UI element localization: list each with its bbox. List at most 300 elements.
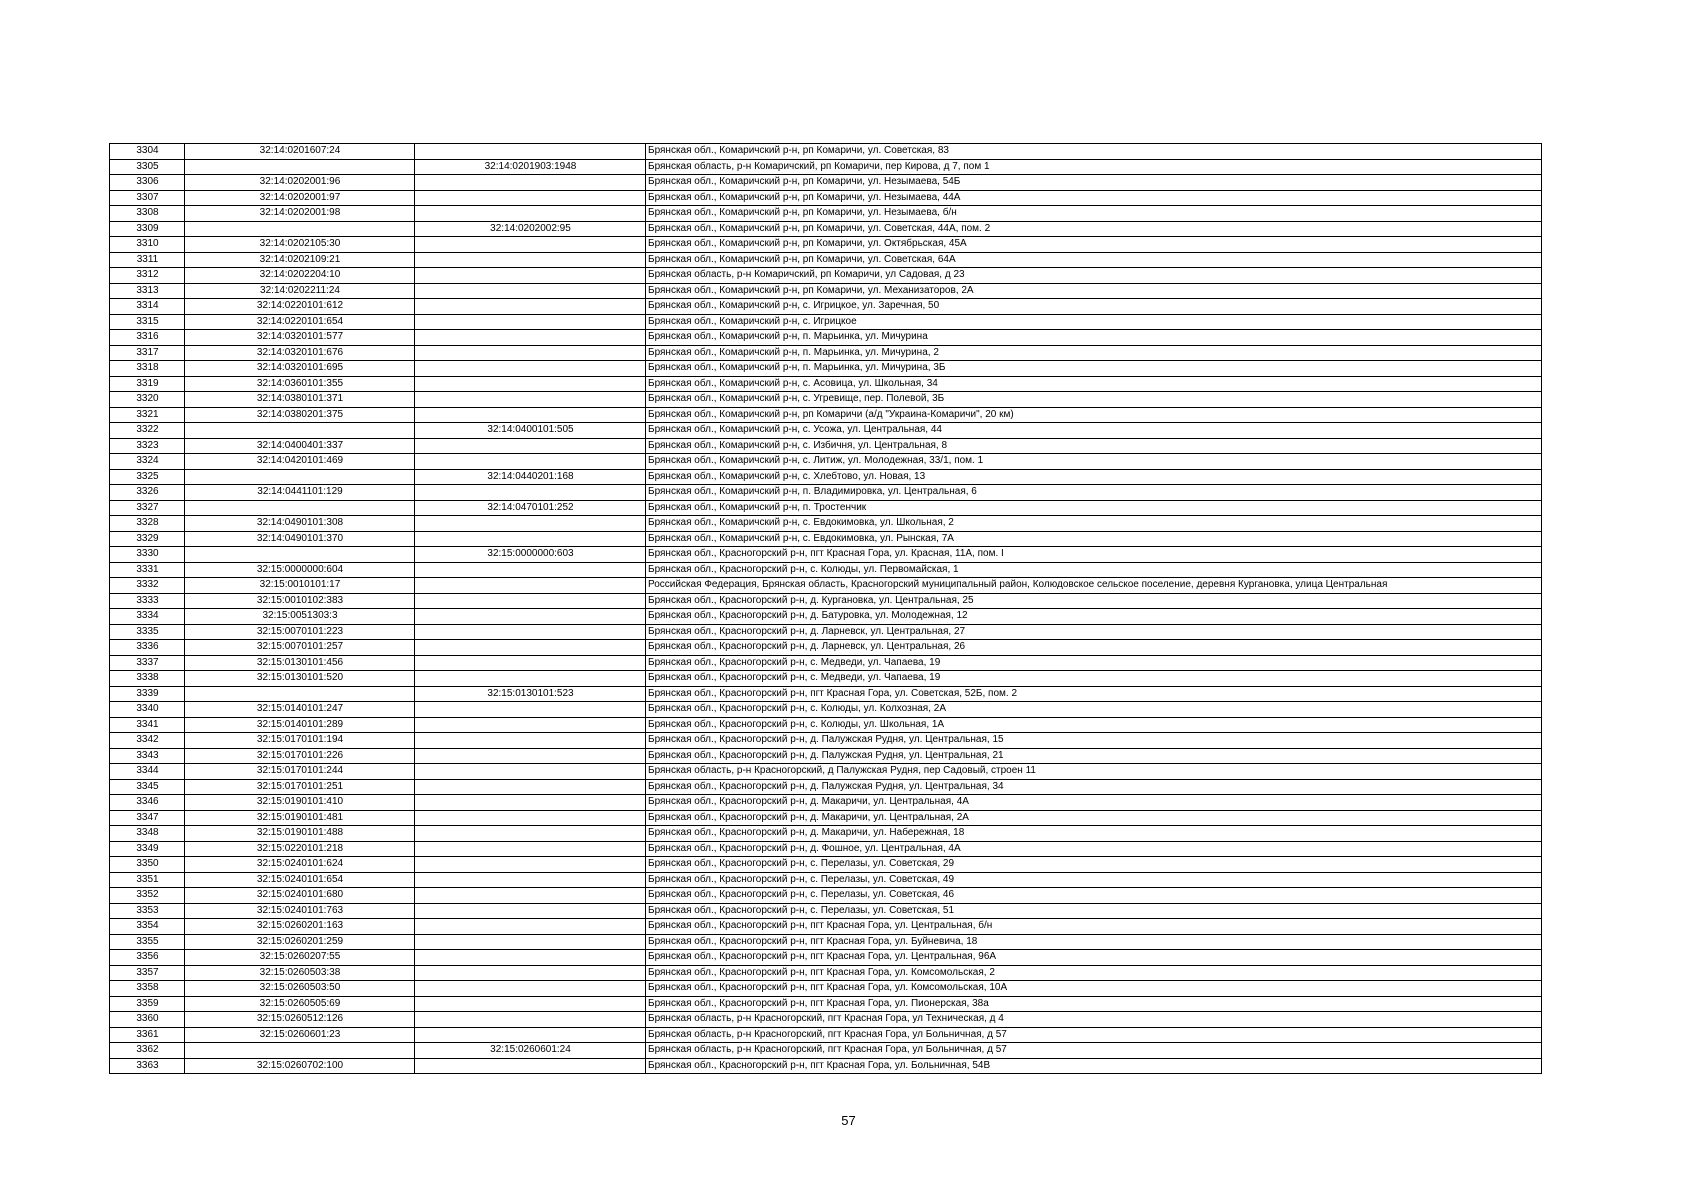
premises-cadastral-number-cell xyxy=(415,841,646,857)
cadastral-number-cell: 32:14:0202109:21 xyxy=(185,252,415,268)
premises-cadastral-number-cell xyxy=(415,934,646,950)
table-row xyxy=(110,872,1542,888)
address-cell: Брянская обл., Красногорский р-н, с. Колюды, ул. Колхозная, 2А xyxy=(646,702,1542,718)
row-number-cell: 3313 xyxy=(110,283,185,299)
address-cell: Брянская обл., Красногорский р-н, с. Медведи, ул. Чапаева, 19 xyxy=(646,655,1542,671)
address-cell: Брянская обл., Красногорский р-н, с. Перелазы, ул. Советская, 49 xyxy=(646,872,1542,888)
premises-cadastral-number-cell xyxy=(415,919,646,935)
row-number-cell: 3335 xyxy=(110,624,185,640)
cadastral-number-cell: 32:15:0010102:383 xyxy=(185,593,415,609)
address-cell: Брянская обл., Комаричский р-н, рп Комаричи, ул. Советская, 64А xyxy=(646,252,1542,268)
address-cell: Брянская обл., Красногорский р-н, пгт Красная Гора, ул. Пионерская, 38а xyxy=(646,996,1542,1012)
cadastral-number-cell: 32:15:0260201:163 xyxy=(185,919,415,935)
address-cell: Брянская обл., Красногорский р-н, пгт Красная Гора, ул. Буйневича, 18 xyxy=(646,934,1542,950)
address-cell: Брянская обл., Красногорский р-н, д. Палужская Рудня, ул. Центральная, 21 xyxy=(646,748,1542,764)
table-row xyxy=(110,1043,1542,1059)
cadastral-number-cell: 32:15:0190101:481 xyxy=(185,810,415,826)
premises-cadastral-number-cell xyxy=(415,237,646,253)
cadastral-number-cell xyxy=(185,423,415,439)
table-row xyxy=(110,237,1542,253)
table-row xyxy=(110,485,1542,501)
address-cell: Брянская обл., Комаричский р-н, с. Литиж, ул. Молодежная, 33/1, пом. 1 xyxy=(646,454,1542,470)
cadastral-number-cell: 32:15:0260512:126 xyxy=(185,1012,415,1028)
row-number-cell: 3337 xyxy=(110,655,185,671)
address-cell: Брянская обл., Красногорский р-н, пгт Красная Гора, ул. Красная, 11А, пом. I xyxy=(646,547,1542,563)
table-row xyxy=(110,640,1542,656)
cadastral-number-cell xyxy=(185,1043,415,1059)
address-cell: Брянская обл., Комаричский р-н, с. Усожа, ул. Центральная, 44 xyxy=(646,423,1542,439)
row-number-cell: 3312 xyxy=(110,268,185,284)
premises-cadastral-number-cell xyxy=(415,330,646,346)
table-row xyxy=(110,376,1542,392)
row-number-cell: 3327 xyxy=(110,500,185,516)
address-cell: Брянская обл., Красногорский р-н, д. Макаричи, ул. Центральная, 2А xyxy=(646,810,1542,826)
table-row xyxy=(110,671,1542,687)
cadastral-number-cell: 32:15:0130101:456 xyxy=(185,655,415,671)
address-cell: Брянская обл., Красногорский р-н, пгт Красная Гора, ул. Центральная, б/н xyxy=(646,919,1542,935)
table-row xyxy=(110,268,1542,284)
row-number-cell: 3306 xyxy=(110,175,185,191)
premises-cadastral-number-cell: 32:15:0000000:603 xyxy=(415,547,646,563)
premises-cadastral-number-cell xyxy=(415,888,646,904)
premises-cadastral-number-cell xyxy=(415,872,646,888)
premises-cadastral-number-cell xyxy=(415,950,646,966)
address-cell: Брянская обл., Красногорский р-н, д. Кургановка, ул. Центральная, 25 xyxy=(646,593,1542,609)
row-number-cell: 3314 xyxy=(110,299,185,315)
table-row xyxy=(110,764,1542,780)
table-row xyxy=(110,702,1542,718)
address-cell: Брянская обл., Комаричский р-н, рп Комаричи, ул. Механизаторов, 2А xyxy=(646,283,1542,299)
row-number-cell: 3323 xyxy=(110,438,185,454)
row-number-cell: 3322 xyxy=(110,423,185,439)
address-cell: Брянская обл., Комаричский р-н, рп Комаричи (а/д "Украина-Комаричи", 20 км) xyxy=(646,407,1542,423)
cadastral-number-cell: 32:15:0240101:763 xyxy=(185,903,415,919)
row-number-cell: 3338 xyxy=(110,671,185,687)
address-cell: Брянская обл., Комаричский р-н, с. Евдокимовка, ул. Рынская, 7А xyxy=(646,531,1542,547)
table-row xyxy=(110,547,1542,563)
cadastral-number-cell xyxy=(185,686,415,702)
address-cell: Брянская обл., Красногорский р-н, д. Ларневск, ул. Центральная, 27 xyxy=(646,624,1542,640)
table-row xyxy=(110,314,1542,330)
premises-cadastral-number-cell: 32:14:0470101:252 xyxy=(415,500,646,516)
table-row xyxy=(110,454,1542,470)
cadastral-number-cell: 32:15:0240101:680 xyxy=(185,888,415,904)
row-number-cell: 3329 xyxy=(110,531,185,547)
premises-cadastral-number-cell xyxy=(415,764,646,780)
table-row xyxy=(110,888,1542,904)
cadastral-number-cell xyxy=(185,469,415,485)
cadastral-number-cell: 32:15:0170101:251 xyxy=(185,779,415,795)
table-row xyxy=(110,857,1542,873)
row-number-cell: 3343 xyxy=(110,748,185,764)
address-cell: Брянская обл., Комаричский р-н, п. Марьинка, ул. Мичурина, 2 xyxy=(646,345,1542,361)
premises-cadastral-number-cell xyxy=(415,392,646,408)
address-cell: Брянская обл., Комаричский р-н, с. Игрицкое xyxy=(646,314,1542,330)
row-number-cell: 3326 xyxy=(110,485,185,501)
table-row xyxy=(110,500,1542,516)
cadastral-number-cell: 32:15:0240101:624 xyxy=(185,857,415,873)
premises-cadastral-number-cell xyxy=(415,283,646,299)
row-number-cell: 3347 xyxy=(110,810,185,826)
address-cell: Брянская обл., Красногорский р-н, с. Перелазы, ул. Советская, 29 xyxy=(646,857,1542,873)
premises-cadastral-number-cell xyxy=(415,268,646,284)
table-row xyxy=(110,624,1542,640)
premises-cadastral-number-cell xyxy=(415,717,646,733)
table-row xyxy=(110,392,1542,408)
row-number-cell: 3357 xyxy=(110,965,185,981)
row-number-cell: 3333 xyxy=(110,593,185,609)
premises-cadastral-number-cell xyxy=(415,376,646,392)
table-row xyxy=(110,578,1542,594)
premises-cadastral-number-cell: 32:14:0201903:1948 xyxy=(415,159,646,175)
table-row xyxy=(110,144,1542,160)
cadastral-number-cell: 32:15:0220101:218 xyxy=(185,841,415,857)
address-cell: Российская Федерация, Брянская область, Красногорский муниципальный район, Колюдовское сельское поселение, деревня Кургановка, улица Центральная xyxy=(646,578,1542,594)
address-cell: Брянская обл., Красногорский р-н, д. Ларневск, ул. Центральная, 26 xyxy=(646,640,1542,656)
page-number: 57 xyxy=(841,1113,856,1128)
address-cell: Брянская обл., Комаричский р-н, с. Асовица, ул. Школьная, 34 xyxy=(646,376,1542,392)
address-cell: Брянская область, р-н Красногорский, пгт Красная Гора, ул Техническая, д 4 xyxy=(646,1012,1542,1028)
cadastral-number-cell: 32:15:0051303:3 xyxy=(185,609,415,625)
cadastral-number-cell: 32:15:0260503:50 xyxy=(185,981,415,997)
row-number-cell: 3342 xyxy=(110,733,185,749)
table-row xyxy=(110,438,1542,454)
table-row xyxy=(110,562,1542,578)
cadastral-number-cell: 32:15:0010101:17 xyxy=(185,578,415,594)
cadastral-number-cell: 32:14:0220101:612 xyxy=(185,299,415,315)
cadastral-number-cell: 32:14:0420101:469 xyxy=(185,454,415,470)
table-row xyxy=(110,655,1542,671)
table-row xyxy=(110,593,1542,609)
table-row xyxy=(110,1012,1542,1028)
row-number-cell: 3309 xyxy=(110,221,185,237)
row-number-cell: 3351 xyxy=(110,872,185,888)
cadastral-number-cell: 32:15:0260505:69 xyxy=(185,996,415,1012)
premises-cadastral-number-cell xyxy=(415,531,646,547)
address-cell: Брянская обл., Красногорский р-н, д. Палужская Рудня, ул. Центральная, 34 xyxy=(646,779,1542,795)
row-number-cell: 3359 xyxy=(110,996,185,1012)
premises-cadastral-number-cell: 32:15:0130101:523 xyxy=(415,686,646,702)
address-cell: Брянская обл., Красногорский р-н, пгт Красная Гора, ул. Советская, 52Б, пом. 2 xyxy=(646,686,1542,702)
address-cell: Брянская обл., Комаричский р-н, с. Избичня, ул. Центральная, 8 xyxy=(646,438,1542,454)
address-cell: Брянская обл., Красногорский р-н, с. Медведи, ул. Чапаева, 19 xyxy=(646,671,1542,687)
address-cell: Брянская обл., Красногорский р-н, д. Палужская Рудня, ул. Центральная, 15 xyxy=(646,733,1542,749)
cadastral-number-cell: 32:15:0140101:289 xyxy=(185,717,415,733)
cadastral-number-cell: 32:14:0320101:695 xyxy=(185,361,415,377)
cadastral-number-cell: 32:14:0201607:24 xyxy=(185,144,415,160)
table-row xyxy=(110,779,1542,795)
premises-cadastral-number-cell xyxy=(415,795,646,811)
cadastral-number-cell: 32:15:0070101:257 xyxy=(185,640,415,656)
row-number-cell: 3307 xyxy=(110,190,185,206)
table-row xyxy=(110,903,1542,919)
table-row xyxy=(110,299,1542,315)
cadastral-number-cell: 32:15:0170101:244 xyxy=(185,764,415,780)
address-cell: Брянская обл., Комаричский р-н, с. Угревище, пер. Полевой, 3Б xyxy=(646,392,1542,408)
address-cell: Брянская обл., Красногорский р-н, д. Фошное, ул. Центральная, 4А xyxy=(646,841,1542,857)
cadastral-number-cell: 32:15:0130101:520 xyxy=(185,671,415,687)
table-row xyxy=(110,996,1542,1012)
cadastral-number-cell: 32:14:0490101:370 xyxy=(185,531,415,547)
table-row xyxy=(110,252,1542,268)
address-cell: Брянская обл., Комаричский р-н, п. Владимировка, ул. Центральная, 6 xyxy=(646,485,1542,501)
premises-cadastral-number-cell xyxy=(415,206,646,222)
cadastral-number-cell: 32:15:0140101:247 xyxy=(185,702,415,718)
address-cell: Брянская обл., Красногорский р-н, д. Макаричи, ул. Центральная, 4А xyxy=(646,795,1542,811)
premises-cadastral-number-cell xyxy=(415,671,646,687)
table-row xyxy=(110,516,1542,532)
row-number-cell: 3316 xyxy=(110,330,185,346)
premises-cadastral-number-cell xyxy=(415,857,646,873)
address-cell: Брянская обл., Красногорский р-н, с. Перелазы, ул. Советская, 46 xyxy=(646,888,1542,904)
row-number-cell: 3305 xyxy=(110,159,185,175)
address-cell: Брянская обл., Красногорский р-н, пгт Красная Гора, ул. Центральная, 96А xyxy=(646,950,1542,966)
address-cell: Брянская область, р-н Комаричский, рп Комаричи, пер Кирова, д 7, пом 1 xyxy=(646,159,1542,175)
address-cell: Брянская область, р-н Красногорский, д Палужская Рудня, пер Садовый, строен 11 xyxy=(646,764,1542,780)
table-row xyxy=(110,686,1542,702)
row-number-cell: 3324 xyxy=(110,454,185,470)
row-number-cell: 3354 xyxy=(110,919,185,935)
cadastral-number-cell xyxy=(185,500,415,516)
row-number-cell: 3349 xyxy=(110,841,185,857)
cadastral-number-cell xyxy=(185,547,415,563)
cadastral-number-cell xyxy=(185,221,415,237)
cadastral-number-cell: 32:14:0380101:371 xyxy=(185,392,415,408)
address-cell: Брянская обл., Красногорский р-н, д. Макаричи, ул. Набережная, 18 xyxy=(646,826,1542,842)
cadastral-number-cell: 32:14:0380201:375 xyxy=(185,407,415,423)
cadastral-number-cell: 32:15:0190101:410 xyxy=(185,795,415,811)
table-row xyxy=(110,841,1542,857)
table-row xyxy=(110,190,1542,206)
table-row xyxy=(110,981,1542,997)
cadastral-number-cell: 32:14:0320101:676 xyxy=(185,345,415,361)
row-number-cell: 3330 xyxy=(110,547,185,563)
address-cell: Брянская обл., Красногорский р-н, д. Батуровка, ул. Молодежная, 12 xyxy=(646,609,1542,625)
cadastral-number-cell: 32:15:0260503:38 xyxy=(185,965,415,981)
row-number-cell: 3355 xyxy=(110,934,185,950)
address-cell: Брянская обл., Комаричский р-н, рп Комаричи, ул. Незымаева, 44А xyxy=(646,190,1542,206)
row-number-cell: 3361 xyxy=(110,1027,185,1043)
row-number-cell: 3350 xyxy=(110,857,185,873)
row-number-cell: 3360 xyxy=(110,1012,185,1028)
row-number-cell: 3328 xyxy=(110,516,185,532)
cadastral-number-cell: 32:14:0202001:98 xyxy=(185,206,415,222)
premises-cadastral-number-cell xyxy=(415,965,646,981)
table-row xyxy=(110,469,1542,485)
premises-cadastral-number-cell xyxy=(415,593,646,609)
row-number-cell: 3336 xyxy=(110,640,185,656)
table-row xyxy=(110,919,1542,935)
premises-cadastral-number-cell xyxy=(415,1012,646,1028)
row-number-cell: 3352 xyxy=(110,888,185,904)
address-cell: Брянская обл., Комаричский р-н, рп Комаричи, ул. Октябрьская, 45А xyxy=(646,237,1542,253)
premises-cadastral-number-cell xyxy=(415,299,646,315)
table-row xyxy=(110,283,1542,299)
premises-cadastral-number-cell xyxy=(415,996,646,1012)
row-number-cell: 3319 xyxy=(110,376,185,392)
table-row xyxy=(110,531,1542,547)
registry-table xyxy=(109,143,1542,1074)
premises-cadastral-number-cell xyxy=(415,407,646,423)
address-cell: Брянская обл., Красногорский р-н, с. Колюды, ул. Первомайская, 1 xyxy=(646,562,1542,578)
address-cell: Брянская обл., Комаричский р-н, с. Игрицкое, ул. Заречная, 50 xyxy=(646,299,1542,315)
premises-cadastral-number-cell xyxy=(415,826,646,842)
premises-cadastral-number-cell xyxy=(415,624,646,640)
row-number-cell: 3358 xyxy=(110,981,185,997)
table-row xyxy=(110,733,1542,749)
row-number-cell: 3344 xyxy=(110,764,185,780)
row-number-cell: 3325 xyxy=(110,469,185,485)
table-row xyxy=(110,407,1542,423)
table-row xyxy=(110,175,1542,191)
premises-cadastral-number-cell xyxy=(415,314,646,330)
registry-table-body xyxy=(110,144,1542,1074)
premises-cadastral-number-cell xyxy=(415,345,646,361)
address-cell: Брянская обл., Комаричский р-н, с. Евдокимовка, ул. Школьная, 2 xyxy=(646,516,1542,532)
row-number-cell: 3315 xyxy=(110,314,185,330)
table-row xyxy=(110,609,1542,625)
cadastral-number-cell: 32:14:0202211:24 xyxy=(185,283,415,299)
cadastral-number-cell: 32:14:0490101:308 xyxy=(185,516,415,532)
row-number-cell: 3341 xyxy=(110,717,185,733)
row-number-cell: 3311 xyxy=(110,252,185,268)
premises-cadastral-number-cell xyxy=(415,810,646,826)
cadastral-number-cell: 32:14:0360101:355 xyxy=(185,376,415,392)
row-number-cell: 3332 xyxy=(110,578,185,594)
address-cell: Брянская обл., Комаричский р-н, п. Марьинка, ул. Мичурина, 3Б xyxy=(646,361,1542,377)
address-cell: Брянская обл., Красногорский р-н, с. Перелазы, ул. Советская, 51 xyxy=(646,903,1542,919)
premises-cadastral-number-cell xyxy=(415,485,646,501)
address-cell: Брянская обл., Красногорский р-н, с. Колюды, ул. Школьная, 1А xyxy=(646,717,1542,733)
table-row xyxy=(110,221,1542,237)
table-row xyxy=(110,423,1542,439)
premises-cadastral-number-cell xyxy=(415,454,646,470)
row-number-cell: 3356 xyxy=(110,950,185,966)
row-number-cell: 3331 xyxy=(110,562,185,578)
cadastral-number-cell: 32:14:0400401:337 xyxy=(185,438,415,454)
address-cell: Брянская область, р-н Красногорский, пгт Красная Гора, ул Больничная, д 57 xyxy=(646,1027,1542,1043)
cadastral-number-cell: 32:14:0202105:30 xyxy=(185,237,415,253)
address-cell: Брянская обл., Красногорский р-н, пгт Красная Гора, ул. Больничная, 54В xyxy=(646,1058,1542,1074)
address-cell: Брянская обл., Комаричский р-н, п. Марьинка, ул. Мичурина xyxy=(646,330,1542,346)
premises-cadastral-number-cell xyxy=(415,1058,646,1074)
row-number-cell: 3334 xyxy=(110,609,185,625)
premises-cadastral-number-cell xyxy=(415,640,646,656)
address-cell: Брянская обл., Красногорский р-н, пгт Красная Гора, ул. Комсомольская, 10А xyxy=(646,981,1542,997)
premises-cadastral-number-cell xyxy=(415,175,646,191)
table-row xyxy=(110,159,1542,175)
premises-cadastral-number-cell xyxy=(415,361,646,377)
address-cell: Брянская обл., Комаричский р-н, рп Комаричи, ул. Незымаева, б/н xyxy=(646,206,1542,222)
premises-cadastral-number-cell xyxy=(415,903,646,919)
address-cell: Брянская обл., Комаричский р-н, п. Тростенчик xyxy=(646,500,1542,516)
row-number-cell: 3353 xyxy=(110,903,185,919)
cadastral-number-cell: 32:15:0070101:223 xyxy=(185,624,415,640)
premises-cadastral-number-cell xyxy=(415,252,646,268)
cadastral-number-cell: 32:15:0190101:488 xyxy=(185,826,415,842)
row-number-cell: 3317 xyxy=(110,345,185,361)
cadastral-number-cell: 32:15:0260702:100 xyxy=(185,1058,415,1074)
premises-cadastral-number-cell xyxy=(415,562,646,578)
table-row xyxy=(110,361,1542,377)
premises-cadastral-number-cell xyxy=(415,1027,646,1043)
address-cell: Брянская область, р-н Красногорский, пгт Красная Гора, ул Больничная, д 57 xyxy=(646,1043,1542,1059)
premises-cadastral-number-cell xyxy=(415,190,646,206)
premises-cadastral-number-cell xyxy=(415,981,646,997)
row-number-cell: 3320 xyxy=(110,392,185,408)
row-number-cell: 3362 xyxy=(110,1043,185,1059)
row-number-cell: 3321 xyxy=(110,407,185,423)
premises-cadastral-number-cell xyxy=(415,516,646,532)
table-row xyxy=(110,950,1542,966)
premises-cadastral-number-cell xyxy=(415,733,646,749)
address-cell: Брянская обл., Комаричский р-н, рп Комаричи, ул. Незымаева, 54Б xyxy=(646,175,1542,191)
premises-cadastral-number-cell xyxy=(415,779,646,795)
premises-cadastral-number-cell xyxy=(415,438,646,454)
premises-cadastral-number-cell: 32:14:0440201:168 xyxy=(415,469,646,485)
row-number-cell: 3308 xyxy=(110,206,185,222)
address-cell: Брянская обл., Комаричский р-н, рп Комаричи, ул. Советская, 83 xyxy=(646,144,1542,160)
row-number-cell: 3310 xyxy=(110,237,185,253)
table-row xyxy=(110,795,1542,811)
table-row xyxy=(110,330,1542,346)
table-row xyxy=(110,717,1542,733)
address-cell: Брянская обл., Комаричский р-н, с. Хлебтово, ул. Новая, 13 xyxy=(646,469,1542,485)
cadastral-number-cell: 32:15:0260601:23 xyxy=(185,1027,415,1043)
cadastral-number-cell: 32:15:0170101:194 xyxy=(185,733,415,749)
premises-cadastral-number-cell xyxy=(415,748,646,764)
premises-cadastral-number-cell xyxy=(415,578,646,594)
row-number-cell: 3348 xyxy=(110,826,185,842)
table-row xyxy=(110,748,1542,764)
address-cell: Брянская обл., Комаричский р-н, рп Комаричи, ул. Советская, 44А, пом. 2 xyxy=(646,221,1542,237)
table-row xyxy=(110,1058,1542,1074)
cadastral-number-cell: 32:14:0320101:577 xyxy=(185,330,415,346)
premises-cadastral-number-cell xyxy=(415,655,646,671)
cadastral-number-cell: 32:15:0260207:55 xyxy=(185,950,415,966)
table-row xyxy=(110,826,1542,842)
cadastral-number-cell: 32:15:0260201:259 xyxy=(185,934,415,950)
table-row xyxy=(110,345,1542,361)
address-cell: Брянская обл., Красногорский р-н, пгт Красная Гора, ул. Комсомольская, 2 xyxy=(646,965,1542,981)
cadastral-number-cell: 32:14:0220101:654 xyxy=(185,314,415,330)
row-number-cell: 3363 xyxy=(110,1058,185,1074)
cadastral-number-cell: 32:15:0170101:226 xyxy=(185,748,415,764)
premises-cadastral-number-cell xyxy=(415,609,646,625)
premises-cadastral-number-cell xyxy=(415,144,646,160)
premises-cadastral-number-cell: 32:14:0202002:95 xyxy=(415,221,646,237)
table-row xyxy=(110,810,1542,826)
cadastral-number-cell xyxy=(185,159,415,175)
row-number-cell: 3340 xyxy=(110,702,185,718)
premises-cadastral-number-cell: 32:14:0400101:505 xyxy=(415,423,646,439)
premises-cadastral-number-cell: 32:15:0260601:24 xyxy=(415,1043,646,1059)
row-number-cell: 3304 xyxy=(110,144,185,160)
cadastral-number-cell: 32:14:0202001:96 xyxy=(185,175,415,191)
cadastral-number-cell: 32:14:0202001:97 xyxy=(185,190,415,206)
cadastral-number-cell: 32:14:0202204:10 xyxy=(185,268,415,284)
row-number-cell: 3318 xyxy=(110,361,185,377)
table-row xyxy=(110,206,1542,222)
row-number-cell: 3345 xyxy=(110,779,185,795)
cadastral-number-cell: 32:14:0441101:129 xyxy=(185,485,415,501)
table-row xyxy=(110,1027,1542,1043)
address-cell: Брянская область, р-н Комаричский, рп Комаричи, ул Садовая, д 23 xyxy=(646,268,1542,284)
table-row xyxy=(110,934,1542,950)
row-number-cell: 3339 xyxy=(110,686,185,702)
premises-cadastral-number-cell xyxy=(415,702,646,718)
cadastral-number-cell: 32:15:0240101:654 xyxy=(185,872,415,888)
